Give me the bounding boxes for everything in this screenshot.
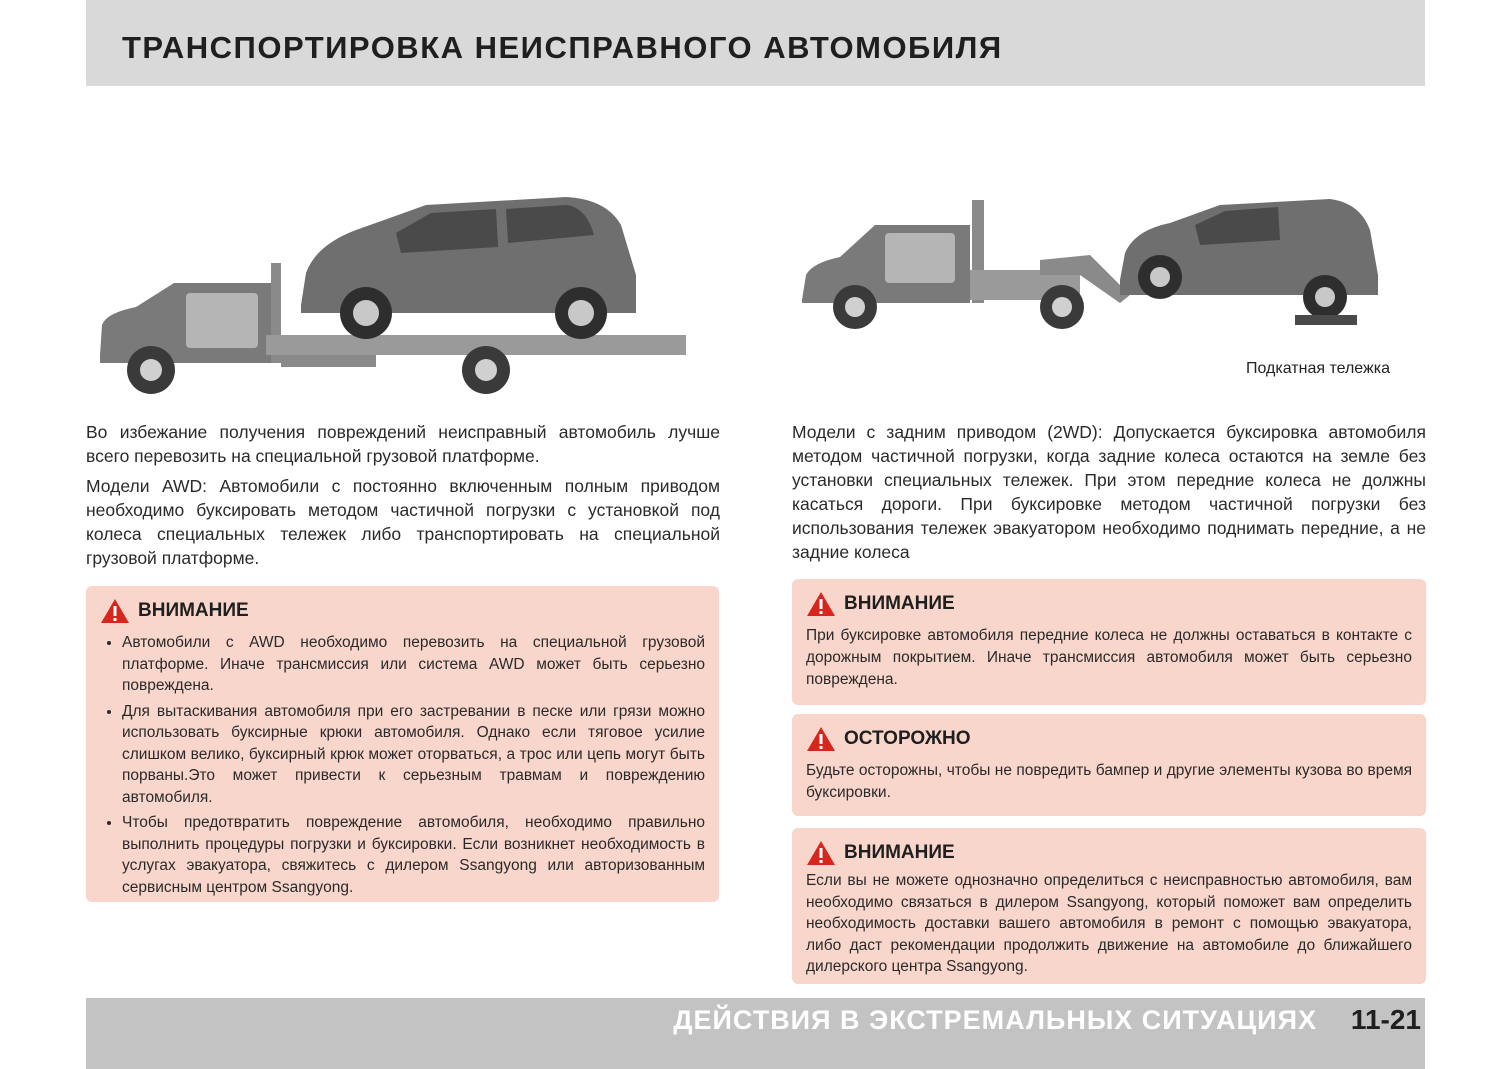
warning-triangle-icon — [806, 840, 836, 866]
dolly-caption: Подкатная тележка — [1246, 360, 1390, 377]
list-item: • Для вытаскивания автомобиля при его застревании в песке или грязи можно использовать буксирные крюки автомобиля. Однако если тяговое усилие слишком велико, буксирный крюк может оторваться, а трос или цепь могут быть порваны.Это может привести к серьезным травмам и повреждению автомобиля. — [122, 701, 705, 809]
list-item: • Автомобили с AWD необходимо перевозить на специальной грузовой платформе. Иначе трансмиссия или система AWD может быть серьезно повреждена. — [122, 632, 705, 697]
list-item: • Чтобы предотвратить повреждение автомобиля, необходимо правильно выполнить процедуры погрузки и буксировки. Если возникнет необходимость в услугах эвакуатора, свяжитесь с дилером Ssangyong или авторизованным сервисным центром Ssangyong. — [122, 812, 705, 898]
warning-title: ВНИМАНИЕ — [844, 593, 955, 614]
flatbed-tow-truck-illustration — [96, 185, 690, 395]
warning-title: ВНИМАНИЕ — [844, 842, 955, 863]
right-caution-box — [792, 714, 1426, 816]
left-column — [86, 420, 720, 576]
header-bar — [86, 0, 1425, 86]
warning-triangle-icon — [100, 598, 130, 624]
warning-text: Если вы не можете однозначно определиться с неисправностью автомобиля, вам необходимо связаться в дилером Ssangyong, который поможет вам определить необходимость доставки вашего автомобиля в ремонт с помощью эвакуатора, либо даст рекомендации продолжить движение на автомобиле до ближайшего дилерского центра Ssangyong. — [806, 872, 1412, 975]
caution-triangle-icon — [806, 726, 836, 752]
caution-text: Будьте осторожны, чтобы не повредить бампер и другие элементы кузова во время буксировки. — [806, 762, 1412, 801]
footer-bar — [86, 998, 1425, 1069]
left-para-1: Во избежание получения повреждений неисправный автомобиль лучше всего перевозить на специальной грузовой платформе. — [86, 422, 720, 466]
right-warning-box-1 — [792, 579, 1426, 705]
right-warning-box-2 — [792, 828, 1426, 984]
page-title: ТРАНСПОРТИРОВКА НЕИСПРАВНОГО АВТОМОБИЛЯ — [122, 30, 1003, 65]
left-warning-box — [86, 586, 719, 902]
right-column — [792, 420, 1426, 570]
warning-list — [100, 632, 705, 898]
warning-triangle-icon — [806, 591, 836, 617]
left-para-2: Модели AWD: Автомобили с постоянно включенным полным приводом необходимо буксировать методом частичной погрузки с установкой под колеса специальных тележек либо транспортировать на специальной грузовой платформе. — [86, 476, 720, 568]
warning-title: ВНИМАНИЕ — [138, 600, 249, 621]
right-para-1: Модели с задним приводом (2WD): Допускается буксировка автомобиля методом частичной погрузки, когда задние колеса остаются на земле без установки специальных тележек. При этом передние колеса не должны касаться дороги. При буксировке методом частичной погрузки без использования тележек эвакуатором необходимо поднимать передние, а не задние колеса — [792, 422, 1426, 562]
page-number: 11-21 — [1350, 1004, 1421, 1035]
warning-text: При буксировке автомобиля передние колеса не должны оставаться в контакте с дорожным покрытием. Иначе трансмиссия автомобиля может быть серьезно повреждена. — [806, 627, 1412, 688]
section-title: ДЕЙСТВИЯ В ЭКСТРЕМАЛЬНЫХ СИТУАЦИЯХ — [673, 1005, 1317, 1035]
caution-title: ОСТОРОЖНО — [844, 728, 971, 749]
partial-lift-tow-truck-illustration — [800, 185, 1380, 335]
